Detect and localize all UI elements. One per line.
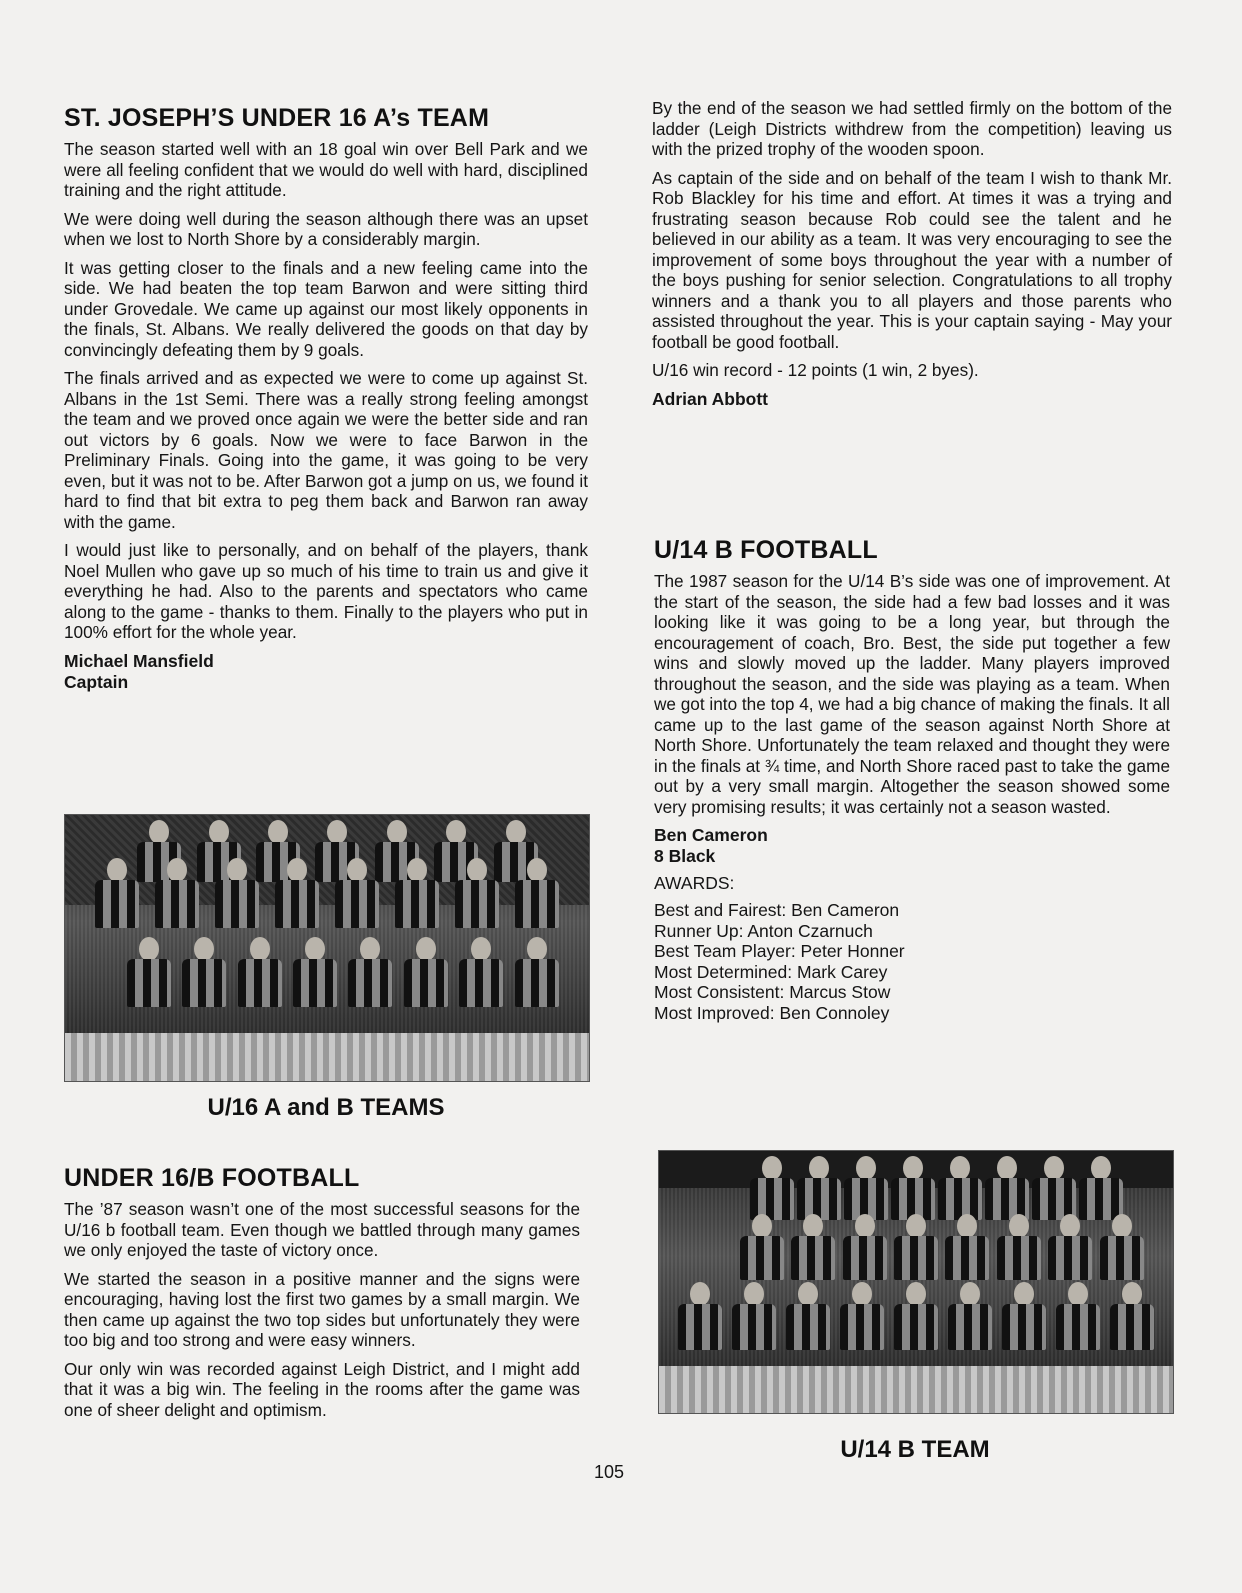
player-head bbox=[906, 1282, 926, 1306]
paragraph: I would just like to personally, and on behalf of the players, thank Noel Mullen who gave up so much of his time to train us and give it everything he had. Also to the parents and spectators who came along to the game - thanks to them. Finally to the players who put in 100% effort for the whole year. bbox=[64, 540, 588, 642]
player-head bbox=[997, 1156, 1017, 1180]
heading-u16b: UNDER 16/B FOOTBALL bbox=[64, 1164, 360, 1192]
player-head bbox=[107, 858, 127, 882]
player-head bbox=[744, 1282, 764, 1306]
player-head bbox=[1014, 1282, 1034, 1306]
left-column-top bbox=[64, 104, 588, 697]
player-jersey bbox=[404, 959, 448, 1007]
player-head bbox=[287, 858, 307, 882]
player-jersey bbox=[1100, 1236, 1144, 1280]
team-photo-u16 bbox=[64, 814, 590, 1082]
player-jersey bbox=[997, 1236, 1041, 1280]
heading-u16a: ST. JOSEPH’S UNDER 16 A’s TEAM bbox=[64, 104, 490, 132]
team-photo-u14 bbox=[658, 1150, 1174, 1414]
award-item: Most Determined: Mark Carey bbox=[654, 961, 888, 982]
paragraph: It was getting closer to the finals and a new feeling came into the side. We had beaten the top team Barwon and were sitting third under Grovedale. We came up against our most likely opponents in the finals, St. Albans. We really delivered the goods on that day by convincingly defeating them by 9 goals. bbox=[64, 257, 588, 360]
player-head bbox=[1060, 1214, 1080, 1238]
player-jersey bbox=[182, 959, 226, 1007]
player-jersey bbox=[1002, 1304, 1046, 1350]
player-jersey bbox=[515, 959, 559, 1007]
player-jersey bbox=[1110, 1304, 1154, 1350]
player-head bbox=[527, 937, 547, 961]
player-head bbox=[950, 1156, 970, 1180]
player-jersey bbox=[348, 959, 392, 1007]
player-head bbox=[903, 1156, 923, 1180]
player-jersey bbox=[843, 1236, 887, 1280]
awards-title: AWARDS: bbox=[654, 873, 735, 893]
player-jersey bbox=[515, 880, 559, 928]
player-head bbox=[327, 820, 347, 844]
player-jersey bbox=[1079, 1178, 1123, 1220]
player-head bbox=[906, 1214, 926, 1238]
player-head bbox=[960, 1282, 980, 1306]
paragraph: As captain of the side and on behalf of the team I wish to thank Mr. Rob Blackley for his time and effort. At times it was a trying and frustrating season because Rob could see the talent and he believed in our ability as a team. It was very encouraging to see the improvement of some boys throughout the year with a number of the boys pushing for senior selection. Congratulations to all trophy winners and a thank you to all players and those parents who assisted throughout the year. This is your captain saying - May your football be good football. bbox=[652, 167, 1172, 352]
paragraph: U/16 win record - 12 points (1 win, 2 byes). bbox=[652, 360, 979, 380]
player-jersey bbox=[750, 1178, 794, 1220]
right-column-u14 bbox=[654, 536, 1170, 1023]
player-head bbox=[250, 937, 270, 961]
signature-role-text: Captain bbox=[64, 671, 129, 692]
paragraph: The finals arrived and as expected we were to come up against St. Albans in the 1st Semi. There was a really strong feeling amongst the team and we proved once again we were the better side and ran out victors by 6 goals. Now we were to face Barwon in the Preliminary Finals. Going into the game, it was going to be very even, but it was not to be. After Barwon got a jump on us, we found it hard to find that bit extra to peg them back and Barwon ran away with the game. bbox=[64, 368, 588, 532]
player-head bbox=[387, 820, 407, 844]
paragraph: We started the season in a positive manner and the signs were encouraging, having lost the first two games by a small margin. We then came up against the two top sides but unfortunately they were too big and too strong and were easy winners. bbox=[64, 1268, 580, 1350]
paragraph: The season started well with an 18 goal win over Bell Park and we were all feeling confident that we would do well with hard, disciplined training and the right attitude. bbox=[64, 139, 588, 200]
award-item: Most Improved: Ben Connoley bbox=[654, 1002, 890, 1023]
player-jersey bbox=[155, 880, 199, 928]
photo-bench bbox=[65, 1033, 589, 1081]
player-head bbox=[1009, 1214, 1029, 1238]
player-head bbox=[1044, 1156, 1064, 1180]
player-head bbox=[407, 858, 427, 882]
player-jersey bbox=[894, 1304, 938, 1350]
paragraph: The 1987 season for the U/14 B’s side was one of improvement. At the start of the season, the side had a few bad losses and it was looking like it was going to be a long year, but through the encouragement of coach, Bro. Best, the side put together a few wins and slowly moved up the ladder. Many players improved throughout the season, and the side was playing as a team. When we got into the top 4, we had a big chance of making the finals. It all came up to the last game of the season against North Shore at North Shore. Unfortunately the team relaxed and thought they were in the finals at ¾ time, and North Shore raced past to take the game out by a very small margin. Altogether the season showed some very promising results; it was certainly not a season wasted. bbox=[654, 571, 1170, 817]
paragraph: Our only win was recorded against Leigh District, and I might add that it was a big win. The feeling in the rooms after the game was one of sheer delight and optimism. bbox=[64, 1358, 580, 1420]
paragraph: By the end of the season we had settled firmly on the bottom of the ladder (Leigh Districts withdrew from the competition) leaving us with the prized trophy of the wooden spoon. bbox=[652, 98, 1172, 159]
award-item: Runner Up: Anton Czarnuch bbox=[654, 920, 873, 941]
player-head bbox=[446, 820, 466, 844]
player-head bbox=[305, 937, 325, 961]
player-head bbox=[856, 1156, 876, 1180]
player-head bbox=[347, 858, 367, 882]
award-item: Best and Fairest: Ben Cameron bbox=[654, 900, 900, 920]
player-head bbox=[527, 858, 547, 882]
player-head bbox=[1091, 1156, 1111, 1180]
paragraph: We were doing well during the season although there was an upset when we lost to North Shore by a considerably margin. bbox=[64, 208, 588, 249]
player-jersey bbox=[894, 1236, 938, 1280]
player-jersey bbox=[455, 880, 499, 928]
player-jersey bbox=[948, 1304, 992, 1350]
player-jersey bbox=[459, 959, 503, 1007]
player-jersey bbox=[215, 880, 259, 928]
left-column-bottom bbox=[64, 1164, 580, 1428]
photo-caption-u16: U/16 A and B TEAMS bbox=[207, 1094, 445, 1121]
signature-name bbox=[64, 651, 588, 693]
player-jersey bbox=[945, 1236, 989, 1280]
player-head bbox=[227, 858, 247, 882]
player-jersey bbox=[791, 1236, 835, 1280]
player-jersey bbox=[786, 1304, 830, 1350]
paragraph: The ’87 season wasn’t one of the most successful seasons for the U/16 b football team. Even though we battled through many games we only enjoyed the taste of victory once. bbox=[64, 1199, 580, 1260]
player-head bbox=[139, 937, 159, 961]
player-head bbox=[416, 937, 436, 961]
player-jersey bbox=[797, 1178, 841, 1220]
awards-list bbox=[654, 900, 1170, 1023]
player-head bbox=[1122, 1282, 1142, 1306]
player-head bbox=[167, 858, 187, 882]
player-jersey bbox=[335, 880, 379, 928]
player-jersey bbox=[293, 959, 337, 1007]
player-head bbox=[506, 820, 526, 844]
signature-name: Adrian Abbott bbox=[652, 388, 768, 409]
player-head bbox=[194, 937, 214, 961]
heading-u14b: U/14 B FOOTBALL bbox=[654, 536, 878, 564]
player-head bbox=[360, 937, 380, 961]
signature bbox=[654, 825, 1170, 867]
player-head bbox=[852, 1282, 872, 1306]
player-head bbox=[957, 1214, 977, 1238]
player-head bbox=[467, 858, 487, 882]
signature-name-text: Michael Mansfield bbox=[64, 650, 214, 671]
player-jersey bbox=[395, 880, 439, 928]
player-head bbox=[268, 820, 288, 844]
player-jersey bbox=[95, 880, 139, 928]
player-head bbox=[762, 1156, 782, 1180]
player-head bbox=[803, 1214, 823, 1238]
award-item: Most Consistent: Marcus Stow bbox=[654, 982, 891, 1002]
page-number: 105 bbox=[594, 1462, 625, 1482]
signature-role-text: 8 Black bbox=[654, 846, 716, 866]
player-jersey bbox=[1056, 1304, 1100, 1350]
player-jersey bbox=[127, 959, 171, 1007]
player-jersey bbox=[238, 959, 282, 1007]
player-head bbox=[690, 1282, 710, 1306]
player-jersey bbox=[1048, 1236, 1092, 1280]
player-jersey bbox=[732, 1304, 776, 1350]
player-head bbox=[752, 1214, 772, 1238]
player-head bbox=[855, 1214, 875, 1238]
player-head bbox=[1112, 1214, 1132, 1238]
photo-bench bbox=[659, 1366, 1173, 1413]
player-jersey bbox=[840, 1304, 884, 1350]
right-column-top bbox=[652, 98, 1172, 414]
player-head bbox=[798, 1282, 818, 1306]
player-head bbox=[809, 1156, 829, 1180]
player-jersey bbox=[938, 1178, 982, 1220]
player-head bbox=[149, 820, 169, 844]
player-jersey bbox=[275, 880, 319, 928]
player-jersey bbox=[740, 1236, 784, 1280]
player-head bbox=[471, 937, 491, 961]
player-jersey bbox=[678, 1304, 722, 1350]
award-item: Best Team Player: Peter Honner bbox=[654, 941, 905, 961]
player-head bbox=[1068, 1282, 1088, 1306]
player-head bbox=[209, 820, 229, 844]
signature-name-text: Ben Cameron bbox=[654, 825, 768, 845]
photo-caption-u14: U/14 B TEAM bbox=[840, 1436, 990, 1463]
